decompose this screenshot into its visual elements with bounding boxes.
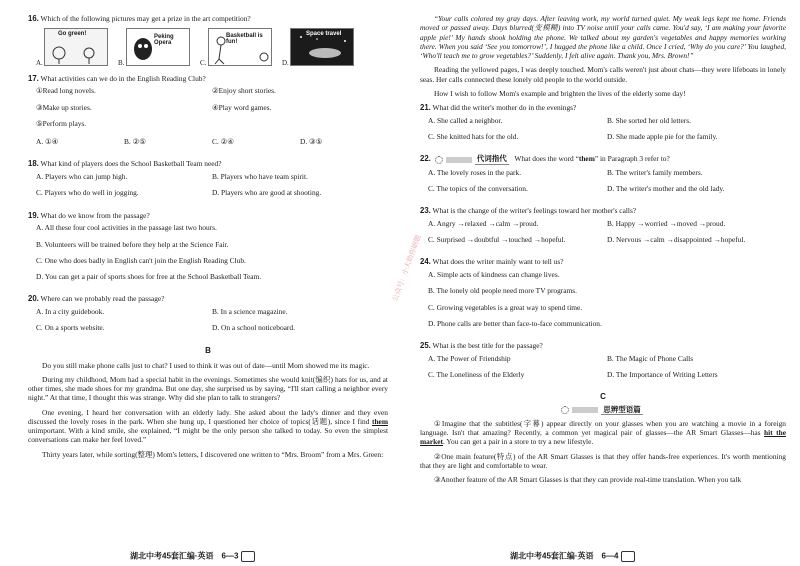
option-c[interactable]: C. The Loneliness of the Elderly xyxy=(428,370,525,380)
option-d[interactable]: D. Players who are good at shooting. xyxy=(212,188,322,198)
question-number: 19. xyxy=(28,210,39,220)
option-b[interactable]: B. Happy →worried →moved →proud. xyxy=(607,218,726,228)
option-c[interactable]: C. Growing vegetables is a great way to spend time. xyxy=(428,302,583,312)
question-number: 18. xyxy=(28,159,39,169)
question-text: What is the change of the writer's feelings toward her mother's calls? xyxy=(430,206,637,216)
paragraph-text: One evening, I heard her conversation with an elderly lady. She asked about the lady's dinner and they even discussed the lovely roses in the park. When she hung up, I questioned her choice of topics(话题), since I find xyxy=(28,407,388,426)
publisher-logo-icon xyxy=(241,551,255,562)
question-number: 17. xyxy=(28,73,39,83)
option-label: B. xyxy=(118,58,125,67)
option-d[interactable]: D. You can get a pair of sports shoes for free at the School Basketball Team. xyxy=(36,272,262,282)
answer-options xyxy=(36,137,388,153)
option-a[interactable]: A. She called a neighbor. xyxy=(428,115,503,125)
question-text: Where can we probably read the passage? xyxy=(38,294,165,304)
passage-paragraph: During my childhood, Mom had a special habit in the evenings. Sometimes she would knit(编织) hats for us, and at other times, she made shoes for my grandma. But one day, she surprised us by saying, “I'll start calling a neighbor every night.” At that time, I thought this was strange. Why did she plan to talk to strangers? xyxy=(28,374,388,403)
question-number: 21. xyxy=(420,103,431,112)
passage-paragraph xyxy=(420,419,786,447)
poster-caption: Peking Opera xyxy=(154,33,174,47)
picture-options xyxy=(36,28,388,68)
question-text: Which of the following pictures may get a prize in the art competition? xyxy=(38,14,251,23)
option-b[interactable]: B. In a science magazine. xyxy=(212,307,288,317)
question-18 xyxy=(28,159,388,169)
activity-item: ⑤Perform plays. xyxy=(36,118,87,128)
question-22 xyxy=(420,154,786,164)
watermark: 公众号：小大助你刷题 xyxy=(392,234,423,303)
answer-options xyxy=(428,354,786,387)
picture-option-c xyxy=(200,28,274,68)
option-label: A. xyxy=(36,58,43,67)
option-label: C. xyxy=(200,58,207,67)
section-heading-b: B xyxy=(205,345,211,355)
option-b[interactable]: B. The lonely old people need more TV programs. xyxy=(428,286,578,296)
option-a[interactable]: A. Players who can jump high. xyxy=(36,172,128,182)
publisher-logo-icon xyxy=(621,551,635,562)
question-number: 23. xyxy=(420,206,431,216)
option-d[interactable]: D. On a school noticeboard. xyxy=(212,323,295,333)
option-d[interactable]: D. ③⑤ xyxy=(300,137,323,147)
question-number: 16. xyxy=(28,14,39,23)
question-text: What did the writer's mother do in the evenings? xyxy=(430,103,577,112)
poster-caption: Go green! xyxy=(58,30,87,37)
question-text: ” in Paragraph 3 refer to? xyxy=(594,154,670,164)
section-tag-c xyxy=(420,404,786,414)
question-text: What is the best title for the passage? xyxy=(430,341,543,351)
tag-label: 代词指代 xyxy=(476,154,507,164)
activity-item: ④Play word games. xyxy=(212,102,272,112)
question-text: What kind of players does the School Basketball Team need? xyxy=(38,159,222,169)
question-type-tag xyxy=(435,154,509,164)
option-b[interactable]: B. The Magic of Phone Calls xyxy=(607,353,694,363)
picture-option-d xyxy=(282,28,356,68)
passage-paragraph: ②One main feature(特点) of the AR Smart Glasses is that they offer hands-free experiences. It's worth mentioning that they are light and comfortable to wear. xyxy=(420,451,786,470)
passage-type-tag xyxy=(561,405,643,415)
question-text: What do we know from the passage? xyxy=(38,210,150,220)
gear-icon xyxy=(561,406,569,414)
target-word: them xyxy=(578,154,595,164)
option-b[interactable]: B. The writer's family members. xyxy=(607,167,703,177)
option-b[interactable]: B. She sorted her old letters. xyxy=(607,115,691,125)
underlined-word: them xyxy=(371,416,388,426)
right-page xyxy=(400,0,800,566)
passage-paragraph: Thirty years later, while sorting(整理) Mom's letters, I discovered one written to “Mrs. Broom” from a Mrs. Green: xyxy=(42,449,384,459)
activity-items xyxy=(36,86,388,135)
picture-option-a xyxy=(36,28,110,68)
option-a[interactable]: A. In a city guidebook. xyxy=(36,307,105,317)
option-a[interactable]: A. ①④ xyxy=(36,137,59,147)
paragraph-text: unimportant. With a kind smile, she explained, “I might be the only person she talked to today. So even the simplest conversations can make her feel loved.” xyxy=(28,426,388,445)
option-c[interactable]: C. Players who do well in jogging. xyxy=(36,188,139,198)
question-number: 22. xyxy=(420,154,431,164)
question-text: What activities can we do in the English Reading Club? xyxy=(38,73,206,83)
question-24 xyxy=(420,257,786,267)
option-b[interactable]: B. Volunteers will be trained before they help at the Science Fair. xyxy=(36,239,229,249)
letter-paragraph: “Your calls colored my gray days. After leaving work, my world turned quiet. My weak legs kept me home. Friends moved or passed away. Days blurred(变模糊) into TV noise until your calls came. You'd say, ‘I am making your favorite apple pie!’ My hands shook holding the phone. We talked about my garden's vegetables and happy memories working there. When you said ‘See you tomorrow!’, I hugged the phone like a child. Once I cried, ‘Why do you care?’ You laughed, ‘Who'll teach me to grow vegetables?’ Suddenly, I felt alive again. Thank you, Mrs. Brown!” xyxy=(420,14,786,60)
gear-icon xyxy=(435,156,443,164)
option-c[interactable]: C. On a sports website. xyxy=(36,323,105,333)
activity-item: ③Make up stories. xyxy=(36,102,92,112)
poster-caption: Basketball is fun! xyxy=(226,32,263,46)
question-23 xyxy=(420,206,786,216)
option-d[interactable]: D. The Importance of Writing Letters xyxy=(607,370,718,380)
answer-options xyxy=(428,219,786,252)
option-d[interactable]: D. Phone calls are better than face-to-face communication. xyxy=(428,318,602,328)
question-text: What does the writer mainly want to tell us? xyxy=(430,257,564,267)
question-number: 24. xyxy=(420,257,431,267)
option-d[interactable]: D. She made apple pie for the family. xyxy=(607,131,718,141)
underlined-phrase: hit the market xyxy=(420,428,787,447)
paragraph-text: . You can get a pair in a store to try a new lifestyle. xyxy=(442,437,594,447)
option-d[interactable]: D. Nervous →calm →disappointed →hopeful. xyxy=(607,235,746,245)
footer-text: 湖北中考45套汇编·英语 6—3 xyxy=(130,551,239,561)
tag-bar xyxy=(446,157,472,163)
option-c[interactable]: C. Surprised →doubtful →touched →hopeful. xyxy=(428,235,566,245)
picture-option-b xyxy=(118,28,192,68)
passage-paragraph xyxy=(28,408,388,445)
option-d[interactable]: D. The writer's mother and the old lady. xyxy=(607,183,725,193)
answer-options xyxy=(428,168,786,201)
passage-paragraph: Do you still make phone calls just to chat? I used to think it was out of date—until Mom showed me its magic. xyxy=(42,360,370,370)
page-footer xyxy=(130,551,255,562)
answer-options xyxy=(36,172,388,205)
option-a[interactable]: A. The Power of Friendship xyxy=(428,353,511,363)
question-19 xyxy=(28,211,388,221)
passage-paragraph: ③Another feature of the AR Smart Glasses is that they can provide real-time translation. When you talk xyxy=(434,475,742,485)
option-c[interactable]: C. She knitted hats for the old. xyxy=(428,131,519,141)
answer-options xyxy=(36,307,388,340)
question-number: 25. xyxy=(420,341,431,351)
tag-bar xyxy=(572,407,598,413)
option-a[interactable]: A. Simple acts of kindness can change lives. xyxy=(428,270,560,280)
question-20 xyxy=(28,294,388,304)
paragraph-text: ①Imagine that the subtitles(字幕) appear directly on your glasses when you are watching a movie in a foreign language. Isn't that amazing? Recently, a common yet magical pair of glasses—the AR Smart Glasses—has xyxy=(420,418,786,438)
question-17 xyxy=(28,74,388,84)
activity-item: ②Enjoy short stories. xyxy=(212,86,276,96)
option-a[interactable]: A. All these four cool activities in the passage last two hours. xyxy=(36,223,217,233)
answer-options xyxy=(428,270,786,335)
answer-options xyxy=(428,116,786,149)
tag-label: 思辨型语篇 xyxy=(603,404,641,414)
answer-options xyxy=(36,223,388,288)
option-c[interactable]: C. ②④ xyxy=(212,137,234,147)
option-c[interactable]: C. The topics of the conversation. xyxy=(428,183,528,193)
question-text: What does the word “ xyxy=(512,154,579,164)
option-c[interactable]: C. One who does badly in English can't join the English Reading Club. xyxy=(36,255,246,265)
question-25 xyxy=(420,341,786,351)
page-footer xyxy=(510,551,635,562)
option-a[interactable]: A. The lovely roses in the park. xyxy=(428,167,522,177)
question-21 xyxy=(420,103,786,113)
option-a[interactable]: A. Angry →relaxed →calm →proud. xyxy=(428,218,539,228)
question-number: 20. xyxy=(28,294,39,304)
poster-caption: Space travel xyxy=(306,30,342,37)
option-b[interactable]: B. Players who have team spirit. xyxy=(212,172,308,182)
passage-paragraph: Reading the yellowed pages, I was deeply touched. Mom's calls weren't just about chats—they were lifeboats in lonely seas. Her calls connected these lonely old people to the world outside. xyxy=(420,65,786,84)
passage-paragraph: How I wish to follow Mom's example and brighten the lives of the elderly some day! xyxy=(434,88,686,98)
question-16 xyxy=(28,14,388,24)
section-heading-c: C xyxy=(600,392,606,402)
option-label: D. xyxy=(282,58,289,67)
footer-text: 湖北中考45套汇编·英语 6—4 xyxy=(510,551,619,561)
activity-item: ①Read long novels. xyxy=(36,86,96,96)
option-b[interactable]: B. ②⑤ xyxy=(124,137,146,147)
